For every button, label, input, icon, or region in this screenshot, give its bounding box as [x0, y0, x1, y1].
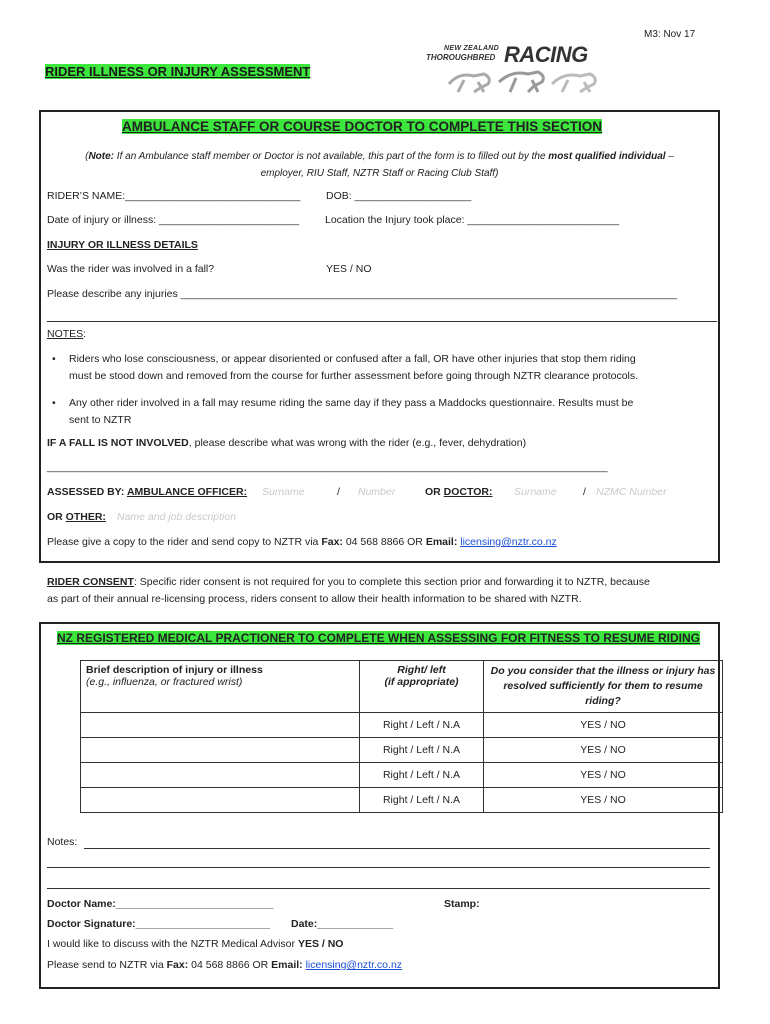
bullet-1-line1: Riders who lose consciousness, or appear disoriented or confused after a fall, OR have other injuries that stop them riding [69, 353, 636, 365]
description-cell[interactable] [81, 713, 360, 738]
location-field[interactable]: Location the Injury took place: __________________________ [325, 214, 620, 226]
header-side-line2: (if appropriate) [384, 676, 459, 688]
not-fall-line[interactable]: ________________________________________________________________________________________________ [47, 461, 608, 473]
note-bold: most qualified individual [548, 151, 666, 162]
description-cell[interactable] [81, 788, 360, 813]
rider-consent [47, 574, 650, 608]
bullet-1-line2: must be stood down and removed from the course for further assessment before going through NZTR clearance protocols. [69, 370, 639, 382]
ambulance-number-field[interactable]: Number [358, 486, 396, 498]
date-of-injury-field[interactable]: Date of injury or illness: ________________________ [47, 214, 300, 226]
rider-consent-text2: as part of their annual re-licensing process, riders consent to allow their health information to be shared with NZTR. [47, 593, 582, 605]
date-field[interactable]: Date:_____________ [291, 918, 394, 930]
header-description-line1: Brief description of injury or illness [86, 664, 263, 676]
assessed-by: ASSESSED BY: [47, 486, 127, 498]
nzmc-number-field[interactable]: NZMC Number [596, 486, 667, 498]
send-text: Please send to NZTR via [47, 959, 167, 971]
ambulance-section-title: AMBULANCE STAFF OR COURSE DOCTOR TO COMPLETE THIS SECTION [122, 119, 603, 134]
doctor-surname-field[interactable]: Surname [514, 486, 557, 498]
header-resume: Do you consider that the illness or injury has resolved sufficiently for them to resume riding? [484, 661, 723, 713]
logo-line1: NEW ZEALAND [444, 45, 500, 52]
not-fall-instruction [47, 437, 526, 449]
email-label-2: Email: [271, 959, 303, 971]
rider-consent-label: RIDER CONSENT [47, 576, 134, 588]
details-heading: INJURY OR ILLNESS DETAILS [47, 239, 198, 251]
header-side [360, 661, 484, 713]
not-fall-bold: IF A FALL IS NOT INVOLVED [47, 437, 189, 449]
riders-name-field[interactable]: RIDER’S NAME:______________________________ [47, 190, 301, 202]
description-cell[interactable] [81, 738, 360, 763]
bullet-2 [52, 395, 633, 429]
note-text2: – [665, 151, 674, 162]
notes-label: NOTES [47, 328, 84, 340]
slash-1: / [337, 486, 340, 498]
bullet-dot-icon: • [52, 397, 56, 409]
table-row [81, 713, 723, 738]
bullet-1 [52, 351, 638, 385]
discuss-answer[interactable]: YES / NO [297, 938, 344, 950]
other-name-field[interactable]: Name and job description [117, 511, 237, 523]
section-note [39, 148, 720, 182]
note-paren: ( [85, 151, 89, 162]
not-fall-text: , please describe what was wrong with the rider (e.g., fever, dehydration) [188, 437, 527, 449]
notes-line-2[interactable] [47, 867, 710, 868]
other-label [47, 511, 106, 523]
side-cell[interactable]: Right / Left / N.A [360, 738, 484, 763]
fax-label: Fax: [321, 536, 343, 548]
logo-line3: RACING [504, 42, 588, 67]
header-description-line2: (e.g., influenza, or fractured wrist) [86, 676, 243, 688]
doctor-name-field[interactable]: Doctor Name:___________________________ [47, 898, 274, 910]
notes-label: Notes: [47, 836, 78, 848]
table-row [81, 738, 723, 763]
describe-injuries-field[interactable]: Please describe any injuries _____________________________________________________________________________________ [47, 288, 678, 300]
nztr-logo [424, 42, 624, 97]
resume-cell[interactable]: YES / NO [484, 763, 723, 788]
email-label: Email: [425, 536, 458, 548]
bullet-dot-icon: • [52, 353, 56, 365]
notes-line-1[interactable] [84, 848, 710, 849]
note-label: Note: [88, 151, 115, 162]
doctor-label [425, 486, 492, 498]
form-title: RIDER ILLNESS OR INJURY ASSESSMENT [45, 64, 311, 79]
note-text1: If an Ambulance staff member or Doctor is not available, this part of the form is to filled out by the [114, 151, 549, 162]
description-cell[interactable] [81, 763, 360, 788]
side-cell[interactable]: Right / Left / N.A [360, 763, 484, 788]
resume-cell[interactable]: YES / NO [484, 713, 723, 738]
email-link-2[interactable]: licensing@nztr.co.nz [305, 959, 403, 971]
assessed-by-label [47, 486, 247, 498]
other-label-text: OTHER: [65, 511, 106, 523]
doctor-signature-field[interactable]: Doctor Signature:_______________________ [47, 918, 270, 930]
or2-label: OR [47, 511, 66, 523]
discuss-text: I would like to discuss with the NZTR Medical Advisor [47, 938, 298, 950]
send-instruction [47, 959, 402, 971]
copy-instruction [47, 536, 557, 548]
header-description [81, 661, 360, 713]
rider-consent-text1: : Specific rider consent is not required for you to complete this section prior and forwarding it to NZTR, because [133, 576, 650, 588]
header-side-line1: Right/ left [397, 664, 446, 676]
or-label: OR [425, 486, 444, 498]
ambulance-surname-field[interactable]: Surname [262, 486, 305, 498]
fax-number-2: 04 568 8866 OR [188, 959, 272, 971]
notes-heading [47, 328, 86, 340]
logo-line2: THOROUGHBRED [426, 53, 496, 62]
notes-line-3[interactable] [47, 888, 710, 889]
side-cell[interactable]: Right / Left / N.A [360, 713, 484, 738]
resume-cell[interactable]: YES / NO [484, 738, 723, 763]
note-line2: employer, RIU Staff, NZTR Staff or Racing Club Staff) [260, 168, 499, 179]
copy-text: Please give a copy to the rider and send copy to NZTR via [47, 536, 322, 548]
slash-2: / [583, 486, 586, 498]
table-header-row [81, 661, 723, 713]
fax-number: 04 568 8866 OR [342, 536, 426, 548]
discuss-line [47, 938, 343, 950]
bullet-2-line1: Any other rider involved in a fall may resume riding the same day if they pass a Maddocks questionnaire. Results must be [69, 397, 634, 409]
horses-icon [444, 64, 619, 94]
doctor-label-text: DOCTOR: [443, 486, 493, 498]
dob-field[interactable]: DOB: ____________________ [326, 190, 472, 202]
medical-section-title: NZ REGISTERED MEDICAL PRACTIONER TO COMPLETE WHEN ASSESSING FOR FITNESS TO RESUME RIDING [57, 631, 700, 645]
stamp-label: Stamp: [444, 898, 480, 910]
fall-question: Was the rider was involved in a fall? [47, 263, 215, 275]
resume-cell[interactable]: YES / NO [484, 788, 723, 813]
ambulance-officer-label: AMBULANCE OFFICER: [126, 486, 248, 498]
table-row [81, 788, 723, 813]
notes-colon: : [83, 328, 87, 340]
bullet-2-line2: sent to NZTR [69, 414, 132, 426]
describe-line[interactable] [47, 321, 717, 322]
fall-answer[interactable]: YES / NO [326, 263, 372, 275]
table-row [81, 763, 723, 788]
assessment-table [80, 660, 723, 813]
fax-label-2: Fax: [166, 959, 189, 971]
email-link[interactable]: licensing@nztr.co.nz [460, 536, 557, 548]
form-code: M3: Nov 17 [644, 29, 696, 40]
side-cell[interactable]: Right / Left / N.A [360, 788, 484, 813]
